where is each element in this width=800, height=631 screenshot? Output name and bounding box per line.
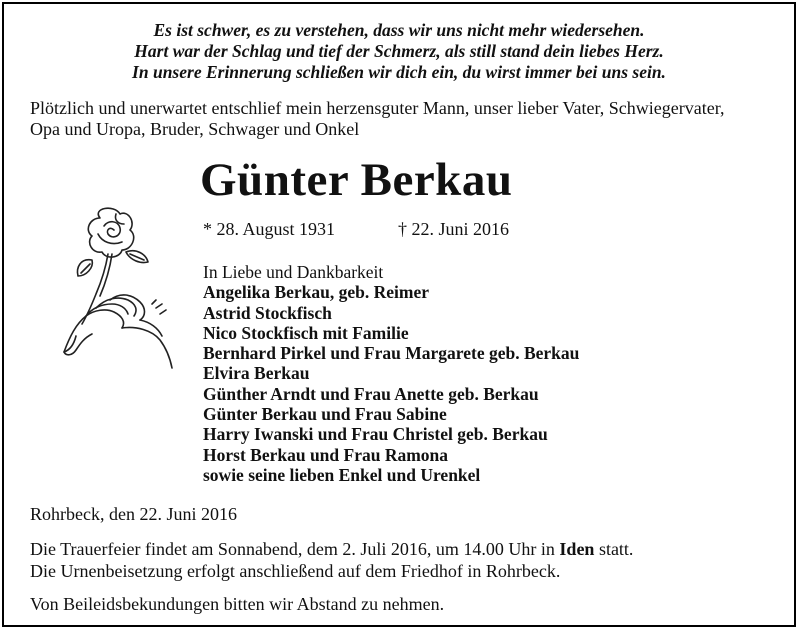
death-date: † 22. Juni 2016 xyxy=(398,219,510,239)
mourners-list xyxy=(203,262,579,485)
mourner-entry: Bernhard Pirkel und Frau Margarete geb. Berkau xyxy=(203,343,580,364)
birth-date: * 28. August 1931 xyxy=(203,219,336,239)
mourner-entry: Elvira Berkau xyxy=(203,363,310,384)
mourner-entry: Astrid Stockfisch xyxy=(203,302,332,323)
service-location: Iden xyxy=(559,539,595,559)
mourner-entry: Harry Iwanski und Frau Christel geb. Berkau xyxy=(203,424,548,445)
poem-line: Es ist schwer, es zu verstehen, dass wir uns nicht mehr wiedersehen. xyxy=(153,20,645,40)
service-text: Die Trauerfeier findet am Sonnabend, dem 2. Juli 2016, um 14.00 Uhr in xyxy=(30,539,560,559)
service-line-1 xyxy=(30,539,790,561)
funeral-service-info xyxy=(30,539,790,582)
poem-line: In unsere Erinnerung schließen wir dich ein, du wirst immer bei uns sein. xyxy=(132,62,666,82)
intro-line: Opa und Uropa, Bruder, Schwager und Onkel xyxy=(30,119,360,139)
poem-line: Hart war der Schlag und tief der Schmerz, als still stand dein liebes Herz. xyxy=(134,41,664,61)
obituary-notice xyxy=(2,2,796,627)
service-line-2: Die Urnenbeisetzung erfolgt anschließend auf dem Friedhof in Rohrbeck. xyxy=(30,560,561,581)
place-and-date: Rohrbeck, den 22. Juni 2016 xyxy=(30,504,237,524)
intro-text xyxy=(30,98,790,140)
memorial-poem xyxy=(4,20,794,83)
closing-note: Von Beileidsbekundungen bitten wir Abstand zu nehmen. xyxy=(30,594,445,614)
mourner-entry: Günter Berkau und Frau Sabine xyxy=(203,404,447,425)
deceased-name: Günter Berkau xyxy=(200,154,513,206)
mourners-lead: In Liebe und Dankbarkeit xyxy=(203,262,384,282)
mourner-entry: Horst Berkau und Frau Ramona xyxy=(203,444,449,465)
service-text-end: statt. xyxy=(594,539,634,559)
mourner-entry: Günther Arndt und Frau Anette geb. Berkau xyxy=(203,383,539,404)
mourner-entry: Angelika Berkau, geb. Reimer xyxy=(203,282,430,303)
mourner-entry: sowie seine lieben Enkel und Urenkel xyxy=(203,464,481,485)
mourner-entry: Nico Stockfisch mit Familie xyxy=(203,322,409,343)
intro-line: Plötzlich und unerwartet entschlief mein herzensguter Mann, unser lieber Vater, Schwiegervater, xyxy=(30,98,725,118)
rose-hand-icon xyxy=(56,204,178,372)
